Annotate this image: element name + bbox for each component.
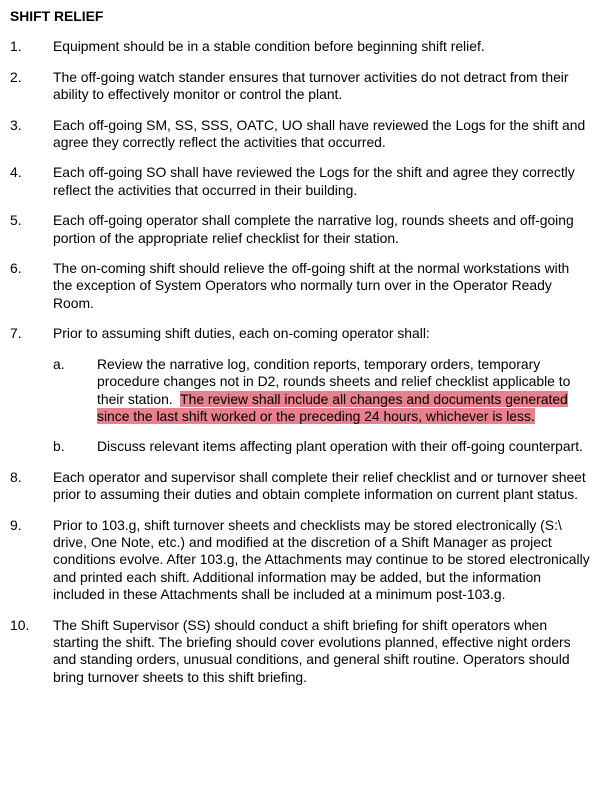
item-number: 10. bbox=[10, 616, 30, 633]
sub-item-letter: a. bbox=[53, 355, 65, 372]
sub-list-item bbox=[53, 438, 592, 455]
document-page bbox=[10, 8, 592, 699]
item-text: Each operator and supervisor shall complete their relief checklist and or turnover sheet prior to assuming their duties and obtain complete information on current plant status. bbox=[53, 468, 586, 503]
item-text: Equipment should be in a stable condition before beginning shift relief. bbox=[53, 38, 485, 55]
list-item bbox=[10, 212, 592, 247]
item-number: 6. bbox=[10, 260, 22, 277]
section-heading: SHIFT RELIEF bbox=[10, 8, 104, 24]
list-item bbox=[10, 164, 592, 199]
sub-item-letter: b. bbox=[53, 438, 65, 455]
list-item bbox=[10, 617, 592, 687]
item-number: 7. bbox=[10, 325, 22, 342]
sub-item-text: Review the narrative log, condition reports, temporary orders, temporary procedure changes not in D2, rounds sheets and relief checklist applicable to their station. bbox=[97, 355, 571, 407]
item-text: The Shift Supervisor (SS) should conduct a shift briefing for shift operators when starting the shift. The briefing should cover evolutions planned, effective night orders and standing orders, unusual conditions, and general shift routine. Operators should bring turnover sheets to this shift briefing. bbox=[53, 616, 571, 685]
sub-item-text: Discuss relevant items affecting plant operation with their off-going counterpart. bbox=[97, 438, 583, 455]
sub-list-item bbox=[53, 356, 592, 426]
item-text: Prior to 103.g, shift turnover sheets and checklists may be stored electronically (S:\ drive, One Note, etc.) and modified at the discretion of a Shift Manager as project conditions evolve. After 103.g, the Attachments may continue to be stored electronically and printed each shift. Additional information may be added, but the information included in these Attachments shall be included at a minimum post-103.g. bbox=[53, 516, 590, 603]
highlighted-text: The review shall include all changes and documents generated since the last shift worked or the preceding 24 hours, whichever is less. bbox=[97, 390, 568, 424]
item-number: 1. bbox=[10, 38, 22, 55]
item-text: Prior to assuming shift duties, each on-coming operator shall: bbox=[53, 325, 430, 342]
item-text: The off-going watch stander ensures that turnover activities do not detract from their ability to effectively monitor or control the plant. bbox=[53, 68, 569, 103]
item-number: 5. bbox=[10, 212, 22, 229]
list-item bbox=[10, 69, 592, 104]
item-number: 4. bbox=[10, 164, 22, 181]
item-number: 8. bbox=[10, 468, 22, 485]
item-text: Each off-going SO shall have reviewed the Logs for the shift and agree they correctly reflect the activities that occurred in their building. bbox=[53, 164, 575, 198]
item-text: Each off-going SM, SS, SSS, OATC, UO shall have reviewed the Logs for the shift and agree they correctly reflect the activities that occurred. bbox=[53, 116, 586, 151]
list-item bbox=[10, 260, 592, 312]
list-item bbox=[10, 469, 592, 504]
item-number: 3. bbox=[10, 116, 22, 133]
list-item bbox=[10, 325, 592, 455]
item-number: 9. bbox=[10, 516, 22, 533]
list-item bbox=[10, 38, 592, 55]
item-text: The on-coming shift should relieve the off-going shift at the normal workstations with the exception of System Operators who normally turn over in the Operator Ready Room. bbox=[53, 260, 570, 311]
item-number: 2. bbox=[10, 68, 22, 85]
list-item bbox=[10, 117, 592, 152]
item-text: Each off-going operator shall complete the narrative log, rounds sheets and off-going portion of the appropriate relief checklist for their station. bbox=[53, 212, 574, 246]
list-item bbox=[10, 517, 592, 604]
